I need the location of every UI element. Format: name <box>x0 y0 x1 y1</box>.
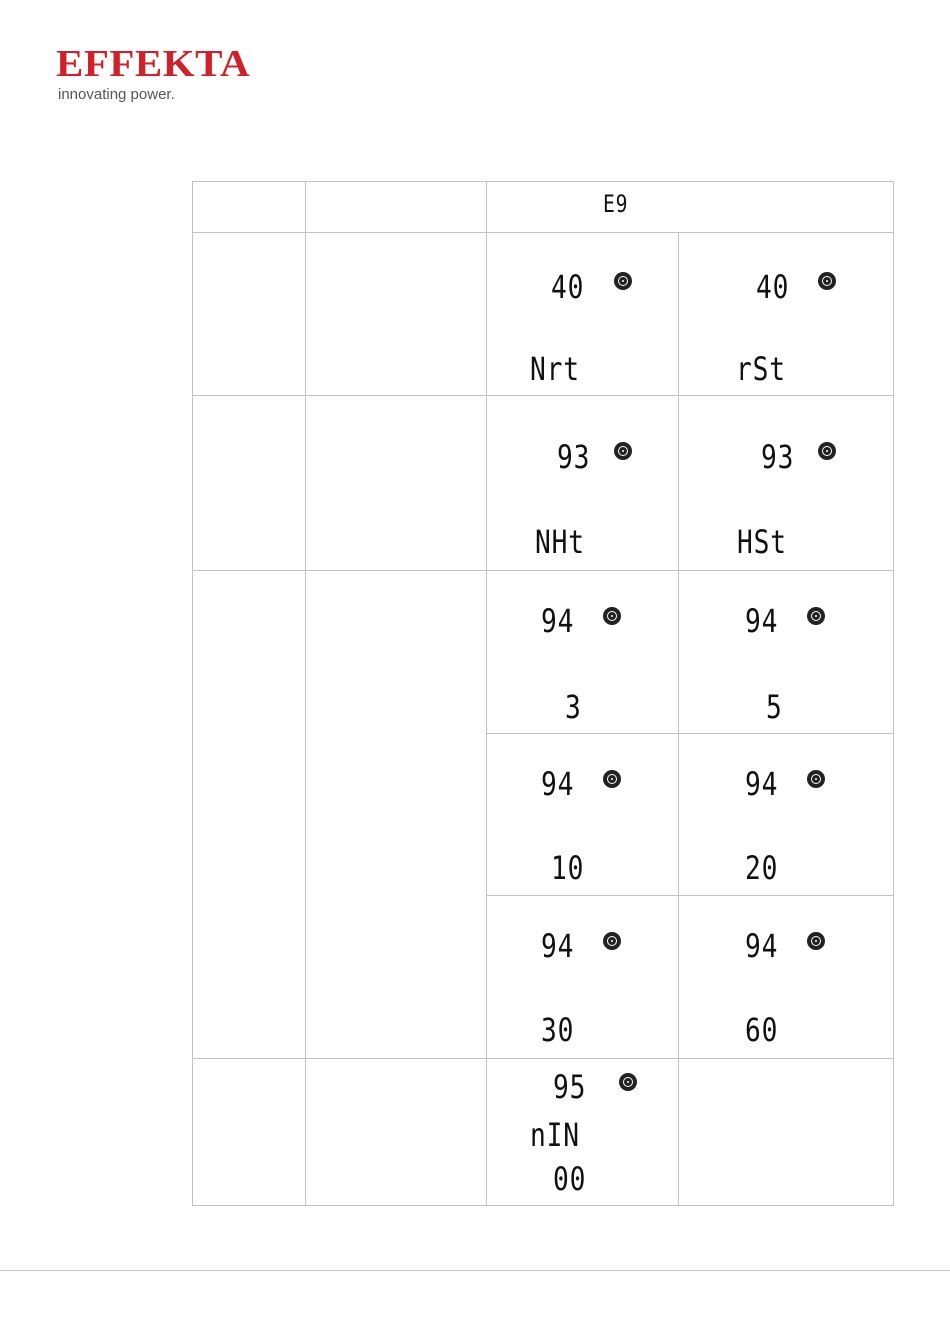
lcd-option-value: 60 <box>745 1011 779 1049</box>
lcd-program-code: 40 <box>551 268 585 306</box>
lcd-program-code: 95 <box>553 1068 587 1106</box>
lcd-option-value: 10 <box>551 849 585 887</box>
row-number-cell <box>193 233 306 396</box>
lcd-option-cell <box>487 896 679 1059</box>
row-number-cell <box>193 571 306 1059</box>
row-number-cell <box>193 396 306 571</box>
footer-divider <box>0 1270 950 1271</box>
lcd-option-cell <box>487 396 679 571</box>
lcd-option-cell <box>487 734 679 896</box>
lcd-option-cell <box>679 233 894 396</box>
row-description-cell <box>306 396 487 571</box>
brand-name: EFFEKTA <box>56 42 251 85</box>
fan-icon <box>603 932 621 950</box>
header-cell-description <box>306 182 487 233</box>
lcd-option-value: 5 <box>766 688 783 726</box>
lcd-option-cell <box>487 233 679 396</box>
empty-option-cell <box>679 1059 894 1206</box>
fan-icon <box>603 607 621 625</box>
lcd-option-cell <box>679 396 894 571</box>
row-description-cell <box>306 233 487 396</box>
lcd-program-code: 40 <box>756 268 790 306</box>
lcd-option-value: Nrt <box>530 350 580 388</box>
lcd-option-cell <box>487 571 679 734</box>
lcd-option-cell <box>679 571 894 734</box>
brand-tagline: innovating power. <box>58 86 175 103</box>
table-row <box>193 233 894 396</box>
lcd-program-code: 93 <box>761 438 795 476</box>
lcd-option-value: rSt <box>736 350 786 388</box>
lcd-program-code: 94 <box>745 927 779 965</box>
fan-icon <box>807 770 825 788</box>
lcd-option-cell <box>487 1059 679 1206</box>
lcd-program-code: 94 <box>541 927 575 965</box>
row-description-cell <box>306 571 487 1059</box>
lcd-option-value: 20 <box>745 849 779 887</box>
table-row <box>193 571 894 734</box>
header-cell-display <box>487 182 894 233</box>
lcd-program-code: 94 <box>745 602 779 640</box>
header-cell-number <box>193 182 306 233</box>
lcd-option-value: HSt <box>737 523 787 561</box>
lcd-program-code: 93 <box>557 438 591 476</box>
lcd-option-value: NHt <box>535 523 585 561</box>
fan-icon <box>603 770 621 788</box>
fan-icon <box>807 932 825 950</box>
table-row <box>193 1059 894 1206</box>
fan-icon <box>807 607 825 625</box>
fan-icon <box>614 272 632 290</box>
header-lcd-code: E9 <box>603 190 629 218</box>
lcd-program-code: 94 <box>541 765 575 803</box>
lcd-option-cell <box>679 896 894 1059</box>
lcd-option-cell <box>679 734 894 896</box>
table-header-row <box>193 182 894 233</box>
settings-table <box>192 181 894 1206</box>
lcd-option-unit: nIN <box>530 1116 580 1154</box>
fan-icon <box>619 1073 637 1091</box>
lcd-option-value: 30 <box>541 1011 575 1049</box>
fan-icon <box>614 442 632 460</box>
fan-icon <box>818 442 836 460</box>
brand-logo <box>56 44 250 103</box>
table-row <box>193 396 894 571</box>
lcd-program-code: 94 <box>745 765 779 803</box>
row-number-cell <box>193 1059 306 1206</box>
row-description-cell <box>306 1059 487 1206</box>
lcd-option-value: 3 <box>565 688 582 726</box>
lcd-program-code: 94 <box>541 602 575 640</box>
lcd-option-value: 00 <box>553 1160 587 1198</box>
fan-icon <box>818 272 836 290</box>
